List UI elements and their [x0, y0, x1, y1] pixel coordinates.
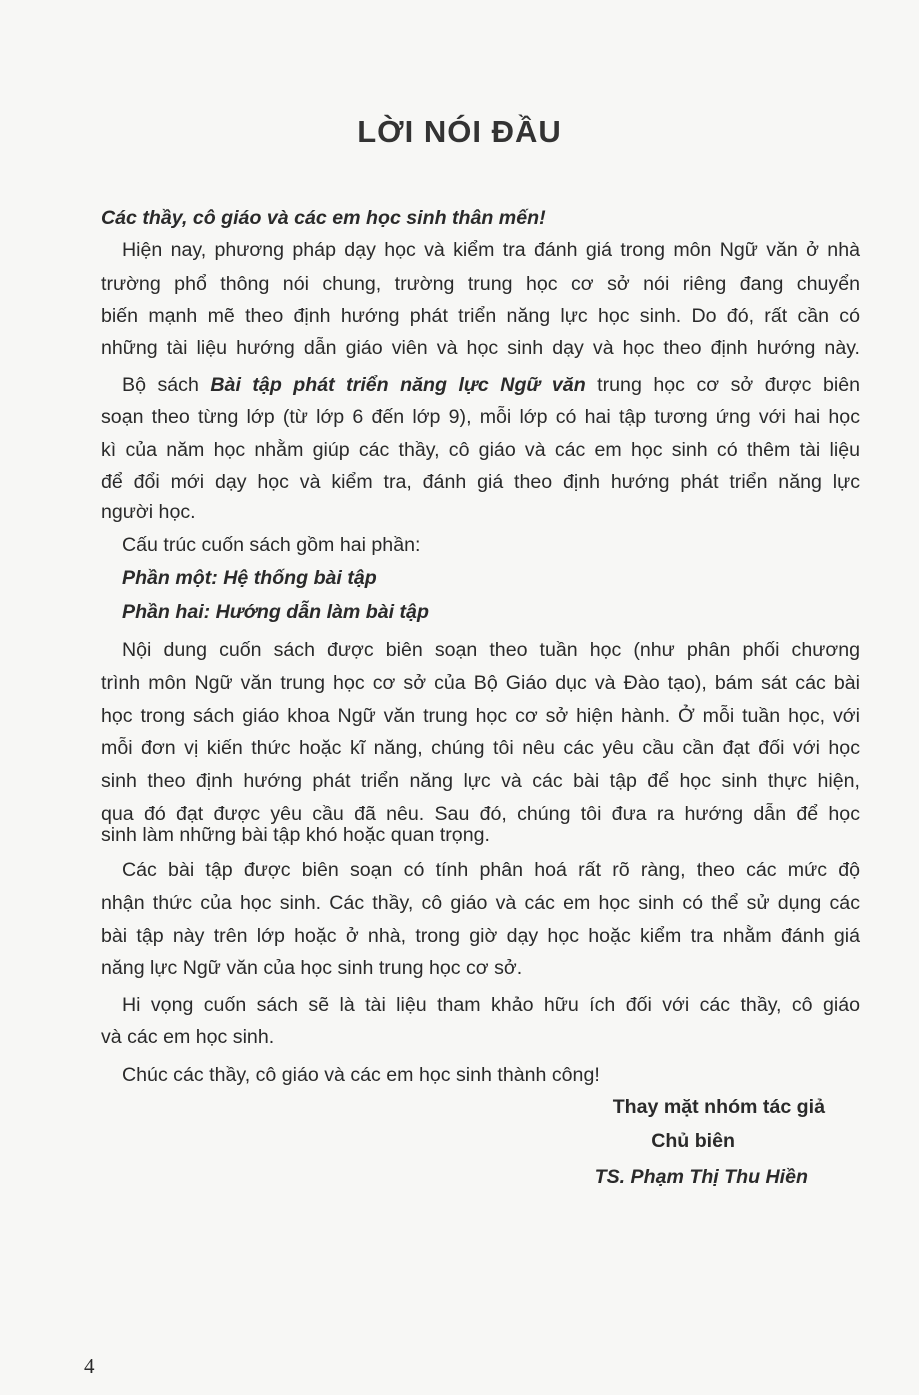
text-line: [122, 237, 860, 263]
text-segment: Các thầy, cô giáo và các em học sinh thân mến!: [101, 207, 546, 229]
text-segment: để đổi mới dạy học và kiểm tra, đánh giá theo định hướng phát triển năng lực: [101, 471, 860, 493]
text-segment: biến mạnh mẽ theo định hướng phát triển năng lực học sinh. Do đó, rất cần có: [101, 305, 860, 327]
text-line: [122, 372, 860, 398]
text-segment: người học.: [101, 501, 196, 523]
text-segment: Bài tập phát triển năng lực Ngữ văn: [210, 374, 586, 396]
text-segment: Chúc các thầy, cô giáo và các em học sinh thành công!: [122, 1064, 600, 1086]
text-segment: qua đó đạt được yêu cầu đã nêu. Sau đó, chúng tôi đưa ra hướng dẫn để học: [101, 803, 860, 825]
text-line: [101, 735, 860, 761]
text-line: [101, 923, 860, 949]
text-line: [122, 637, 860, 663]
text-segment: Hiện nay, phương pháp dạy học và kiểm tra đánh giá trong môn Ngữ văn ở nhà: [122, 239, 860, 261]
text-line: [101, 703, 860, 729]
text-line: [122, 599, 860, 625]
text-segment: mỗi đơn vị kiến thức hoặc kĩ năng, chúng tôi nêu các yêu cầu cần đạt đối với học: [101, 737, 860, 759]
text-line: [101, 469, 860, 495]
text-segment: Hi vọng cuốn sách sẽ là tài liệu tham khảo hữu ích đối với các thầy, cô giáo: [122, 994, 860, 1016]
text-line: [101, 404, 860, 430]
text-segment: trình môn Ngữ văn trung học cơ sở của Bộ Giáo dục và Đào tạo), bám sát các bài: [101, 672, 860, 694]
text-segment: sinh làm những bài tập khó hoặc quan trọng.: [101, 824, 490, 846]
text-line: [101, 890, 860, 916]
text-segment: Các bài tập được biên soạn có tính phân hoá rất rõ ràng, theo các mức độ: [122, 859, 860, 881]
page-number: 4: [84, 1354, 95, 1378]
signature-name: TS. Phạm Thị Thu Hiền: [594, 1166, 808, 1188]
text-line: [122, 532, 860, 558]
text-segment: sinh theo định hướng phát triển năng lực và các bài tập để học sinh thực hiện,: [101, 770, 860, 792]
signature-on-behalf: Thay mặt nhóm tác giả: [612, 1096, 825, 1118]
text-line: [122, 1062, 860, 1088]
text-line: [101, 271, 860, 297]
text-line: [101, 303, 860, 329]
text-line: [122, 992, 860, 1018]
text-segment: Bộ sách: [122, 374, 211, 396]
text-line: [101, 437, 860, 463]
text-line: [101, 205, 860, 231]
text-segment: bài tập này trên lớp hoặc ở nhà, trong giờ dạy học hoặc kiểm tra nhằm đánh giá: [101, 925, 860, 947]
text-segment: và các em học sinh.: [101, 1026, 275, 1048]
text-line: [101, 499, 860, 525]
text-segment: trường phổ thông nói chung, trường trung học cơ sở nói riêng đang chuyển: [101, 273, 860, 295]
text-segment: học trong sách giáo khoa Ngữ văn trung học cơ sở hiện hành. Ở mỗi tuần học, với: [101, 705, 860, 727]
text-line: [101, 1024, 860, 1050]
text-segment: nhận thức của học sinh. Các thầy, cô giáo và các em học sinh có thể sử dụng các: [101, 892, 860, 914]
text-segment: kì của năm học nhằm giúp các thầy, cô giáo và các em học sinh có thêm tài liệu: [101, 439, 860, 461]
text-segment: Phần hai: Hướng dẫn làm bài tập: [122, 601, 429, 623]
text-segment: Cấu trúc cuốn sách gồm hai phần:: [122, 534, 421, 556]
text-segment: Phần một: Hệ thống bài tập: [122, 567, 377, 589]
text-line: [122, 857, 860, 883]
text-line: [101, 335, 860, 361]
text-line: [122, 565, 860, 591]
text-line: [101, 670, 860, 696]
text-segment: soạn theo từng lớp (từ lớp 6 đến lớp 9), mỗi lớp có hai tập tương ứng với hai học: [101, 406, 860, 428]
text-segment: Nội dung cuốn sách được biên soạn theo tuần học (như phân phối chương: [122, 639, 860, 661]
text-segment: năng lực Ngữ văn của học sinh trung học cơ sở.: [101, 957, 523, 979]
signature-role: Chủ biên: [651, 1130, 735, 1152]
text-line: [101, 768, 860, 794]
text-line: [101, 955, 860, 981]
text-segment: trung học cơ sở được biên: [585, 374, 860, 396]
text-line: [101, 822, 860, 848]
page-title: LỜI NÓI ĐẦU: [357, 114, 562, 149]
text-segment: những tài liệu hướng dẫn giáo viên và học sinh dạy và học theo định hướng này.: [101, 337, 860, 359]
